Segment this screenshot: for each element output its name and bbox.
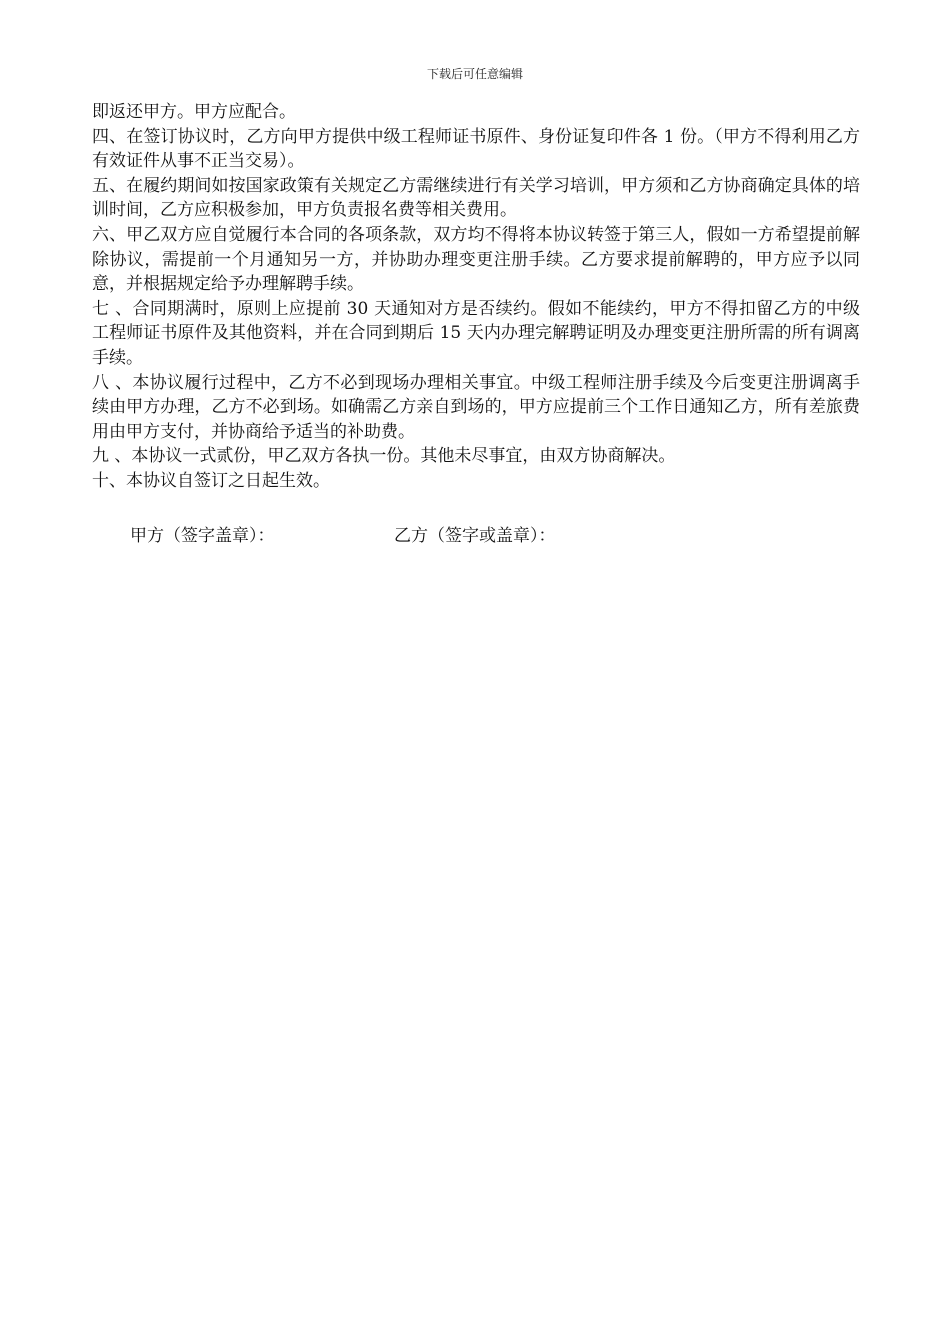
clause-7: 七 、合同期满时，原则上应提前 30 天通知对方是否续约。假如不能续约，甲方不得扣留乙方的中级工程师证书原件及其他资料，并在合同到期后 15 天内办理完解聘证明及办理变更注册所需的所有调离手续。: [92, 298, 860, 368]
signature-block: [130, 524, 830, 550]
clause-8: 八 、本协议履行过程中，乙方不必到现场办理相关事宜。中级工程师注册手续及今后变更注册调离手续由甲方办理，乙方不必到场。如确需乙方亲自到场的，甲方应提前三个工作日通知乙方，所有差旅费用由甲方支付，并协商给予适当的补助费。: [92, 372, 860, 442]
clause-6: 六、甲乙双方应自觉履行本合同的各项条款，双方均不得将本协议转签于第三人，假如一方希望提前解除协议，需提前一个月通知另一方，并协助办理变更注册手续。乙方要求提前解聘的，甲方应予以同意，并根据规定给予办理解聘手续。: [92, 224, 860, 295]
clause-10: 十、本协议自签订之日起生效。: [92, 470, 330, 491]
clause-continuation: 即返还甲方。甲方应配合。: [92, 102, 296, 122]
party-b-signature-label: 乙方（签字或盖章）：: [394, 526, 556, 546]
clause-9: 九 、本协议一式贰份，甲乙双方各执一份。其他未尽事宜，由双方协商解决。: [92, 446, 676, 467]
page-header: 下载后可任意编辑: [426, 67, 523, 81]
agreement-body: [92, 100, 860, 494]
clause-4: 四、在签订协议时，乙方向甲方提供中级工程师证书原件、身份证复印件各 1 份。（甲方不得利用乙方有效证件从事不正当交易）。: [92, 126, 860, 172]
party-a-signature-label: 甲方（签字盖章）：: [130, 526, 275, 546]
clause-5: 五、在履约期间如按国家政策有关规定乙方需继续进行有关学习培训，甲方须和乙方协商确定具体的培训时间，乙方应积极参加，甲方负责报名费等相关费用。: [92, 175, 860, 221]
